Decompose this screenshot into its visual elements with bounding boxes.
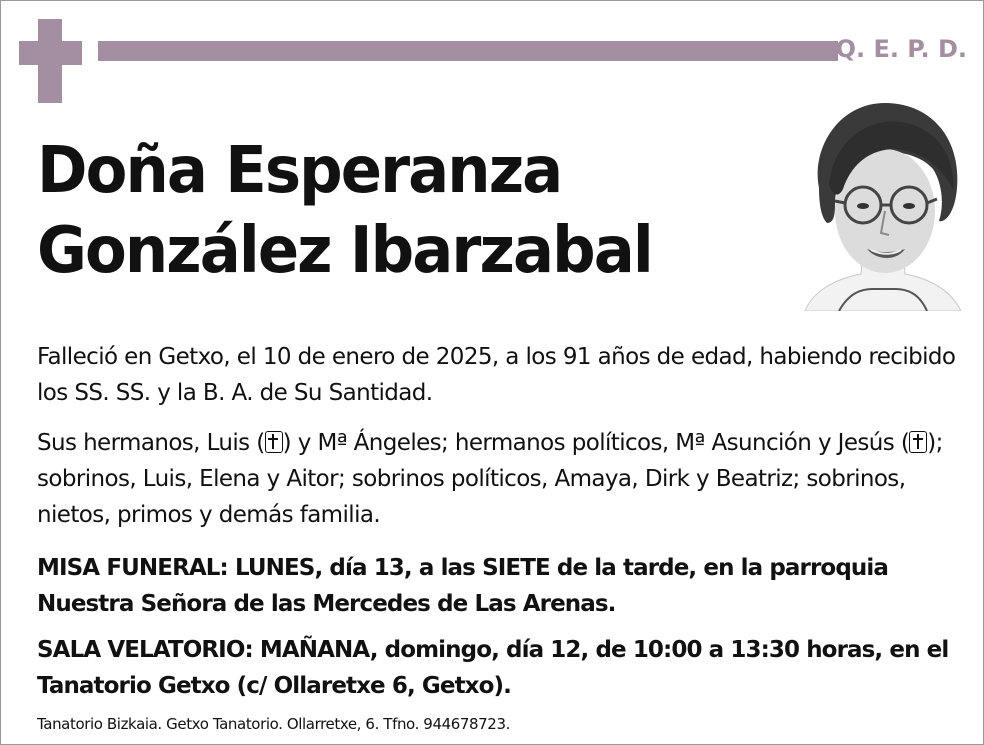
portrait-photo	[799, 93, 969, 311]
header-rule	[98, 41, 838, 61]
deceased-name	[37, 131, 652, 291]
qepd-label: Q. E. P. D.	[835, 35, 967, 63]
funeral-home-footer: Tanatorio Bizkaia. Getxo Tanatorio. Ollarretxe, 6. Tfno. 944678723.	[37, 715, 510, 733]
family-text-1: Sus hermanos, Luis (	[37, 430, 265, 456]
family-list	[37, 425, 957, 533]
name-line-1: Doña Esperanza	[37, 134, 562, 208]
deceased-cross-icon	[265, 431, 283, 453]
family-text-2: ) y Mª Ángeles; hermanos políticos, Mª Asunción y Jesús (	[282, 430, 910, 456]
death-notice: Falleció en Getxo, el 10 de enero de 2025, a los 91 años de edad, habiendo recibido los SS. SS. y la B. A. de Su Santidad.	[37, 344, 956, 406]
name-line-2: González Ibarzabal	[37, 214, 652, 288]
latin-cross-icon	[19, 19, 82, 103]
deceased-cross-icon	[909, 431, 927, 453]
wake-room: SALA VELATORIO: MAÑANA, domingo, día 12, de 10:00 a 13:30 horas, en el Tanatorio Getxo (c/ Ollaretxe 6, Getxo).	[37, 637, 949, 699]
funeral-mass: MISA FUNERAL: LUNES, día 13, a las SIETE de la tarde, en la parroquia Nuestra Señora de las Mercedes de Las Arenas.	[37, 555, 888, 617]
family-text-3: ); sobrinos, Luis, Elena y Aitor; sobrinos políticos, Amaya, Dirk y Beatriz; sobrinos, nietos, primos y demás familia.	[37, 430, 943, 528]
